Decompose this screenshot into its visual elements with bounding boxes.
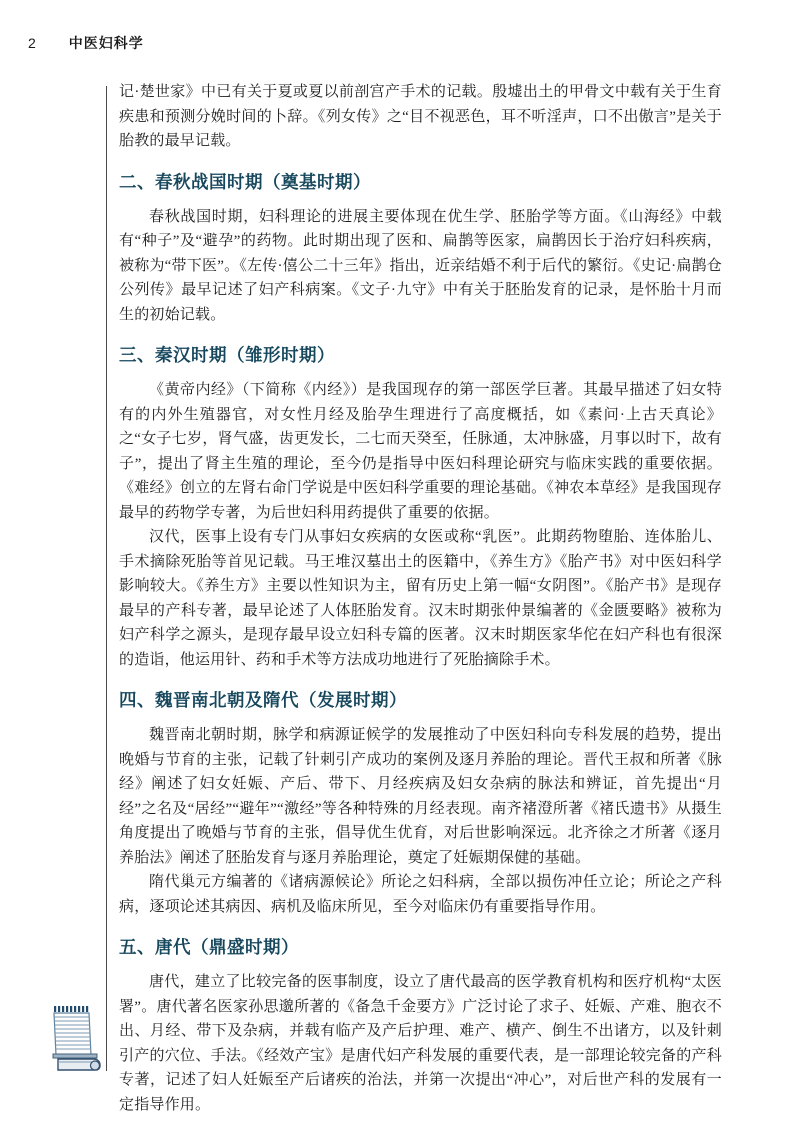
left-margin-rule bbox=[106, 86, 107, 1071]
page-number: 2 bbox=[28, 35, 36, 51]
section-heading: 五、唐代（鼎盛时期） bbox=[119, 937, 299, 957]
paragraph: 唐代，建立了比较完备的医事制度，设立了唐代最高的医学教育机构和医疗机构“太医署”。唐代著名医家孙思邈所著的《备急千金要方》广泛讨论了求子、妊娠、产难、胞衣不出、月经、带下及杂病，并载有临产及产后护理、难产、横产、倒生不出诸方，以及针刺引产的穴位、手法。《经效产宝》是唐代妇产科发展的重要代表，是一部理论较完备的产科专著，记述了妇人妊娠至产后诸疾的治法，并第一次提出“冲心”，对后世产科的发展有一定指导作用。 bbox=[119, 974, 722, 1113]
paragraph: 隋代巢元方编著的《诸病源候论》所论之妇科病，全部以损伤冲任立论；所论之产科病，逐项论述其病因、病机及临床所见，至今对临床仍有重要指导作用。 bbox=[119, 874, 722, 915]
running-title: 中医妇科学 bbox=[68, 35, 144, 51]
section-heading: 四、魏晋南北朝及隋代（发展时期） bbox=[119, 690, 407, 710]
paragraph: 魏晋南北朝时期，脉学和病源证候学的发展推动了中医妇科向专科发展的趋势，提出晚婚与节育的主张，记载了针刺引产成功的案例及逐月养胎的理论。晋代王叔和所著《脉经》阐述了妇女妊娠、产后、带下、月经疾病及妇女杂病的脉法和辨证，首先提出“月经”之名及“居经”“避年”“激经”等各种特殊的月经表现。南齐褚澄所著《褚氏遗书》从摄生角度提出了晚婚与节育的主张，倡导优生优育，对后世影响深远。北齐徐之才所著《逐月养胎法》阐述了胚胎发育与逐月养胎理论，奠定了妊娠期保健的基础。 bbox=[119, 727, 722, 866]
paragraph: 记·楚世家》中已有关于夏或夏以前剖宫产手术的记载。殷墟出土的甲骨文中载有关于生育疾患和预测分娩时间的卜辞。《列女传》之“目不视恶色，耳不听淫声，口不出傲言”是关于胎教的最早记载。 bbox=[119, 84, 722, 149]
section-heading: 二、春秋战国时期（奠基时期） bbox=[119, 171, 371, 192]
paragraph: 汉代，医事上设有专门从事妇女疾病的女医或称“乳医”。此期药物堕胎、连体胎儿、手术摘除死胎等首见记载。马王堆汉墓出土的医籍中，《养生方》《胎产书》对中医妇科学影响较大。《养生方》主要以性知识为主，留有历史上第一幅“女阴图”。《胎产书》是现存最早的产科专著，最早论述了人体胚胎发育。汉末时期张仲景编著的《金匮要略》被称为妇产科学之源头，是现存最早设立妇科专篇的医著。汉末时期医家华佗在妇产科也有很深的造诣，他运用针、药和手术等方法成功地进行了死胎摘除手术。 bbox=[119, 529, 722, 668]
section-heading: 三、秦汉时期（雏形时期） bbox=[119, 345, 335, 365]
books-icon bbox=[44, 1002, 106, 1074]
running-header bbox=[28, 33, 144, 53]
paragraph: 《黄帝内经》（下简称《内经》）是我国现存的第一部医学巨著。其最早描述了妇女特有的内外生殖器官，对女性月经及胎孕生理进行了高度概括，如《素问·上古天真论》之“女子七岁，肾气盛，齿更发长，二七而天癸至，任脉通，太冲脉盛，月事以时下，故有子”，提出了肾主生殖的理论，至今仍是指导中医妇科理论研究与临床实践的重要依据。《难经》创立的左肾右命门学说是中医妇科学重要的理论基础。《神农本草经》是我国现存最早的药物学专著，为后世妇科用药提供了重要的依据。 bbox=[119, 382, 722, 521]
page-body bbox=[119, 80, 722, 1117]
paragraph: 春秋战国时期，妇科理论的进展主要体现在优生学、胚胎学等方面。《山海经》中载有“种子”及“避孕”的药物。此时期出现了医和、扁鹊等医家，扁鹊因长于治疗妇科疾病，被称为“带下医”。《左传·僖公二十三年》指出，近亲结婚不利于后代的繁衍。《史记·扁鹊仓公列传》最早记述了妇产科病案。《文子·九守》中有关于胚胎发育的记录，是怀胎十月而生的初始记载。 bbox=[119, 208, 722, 323]
